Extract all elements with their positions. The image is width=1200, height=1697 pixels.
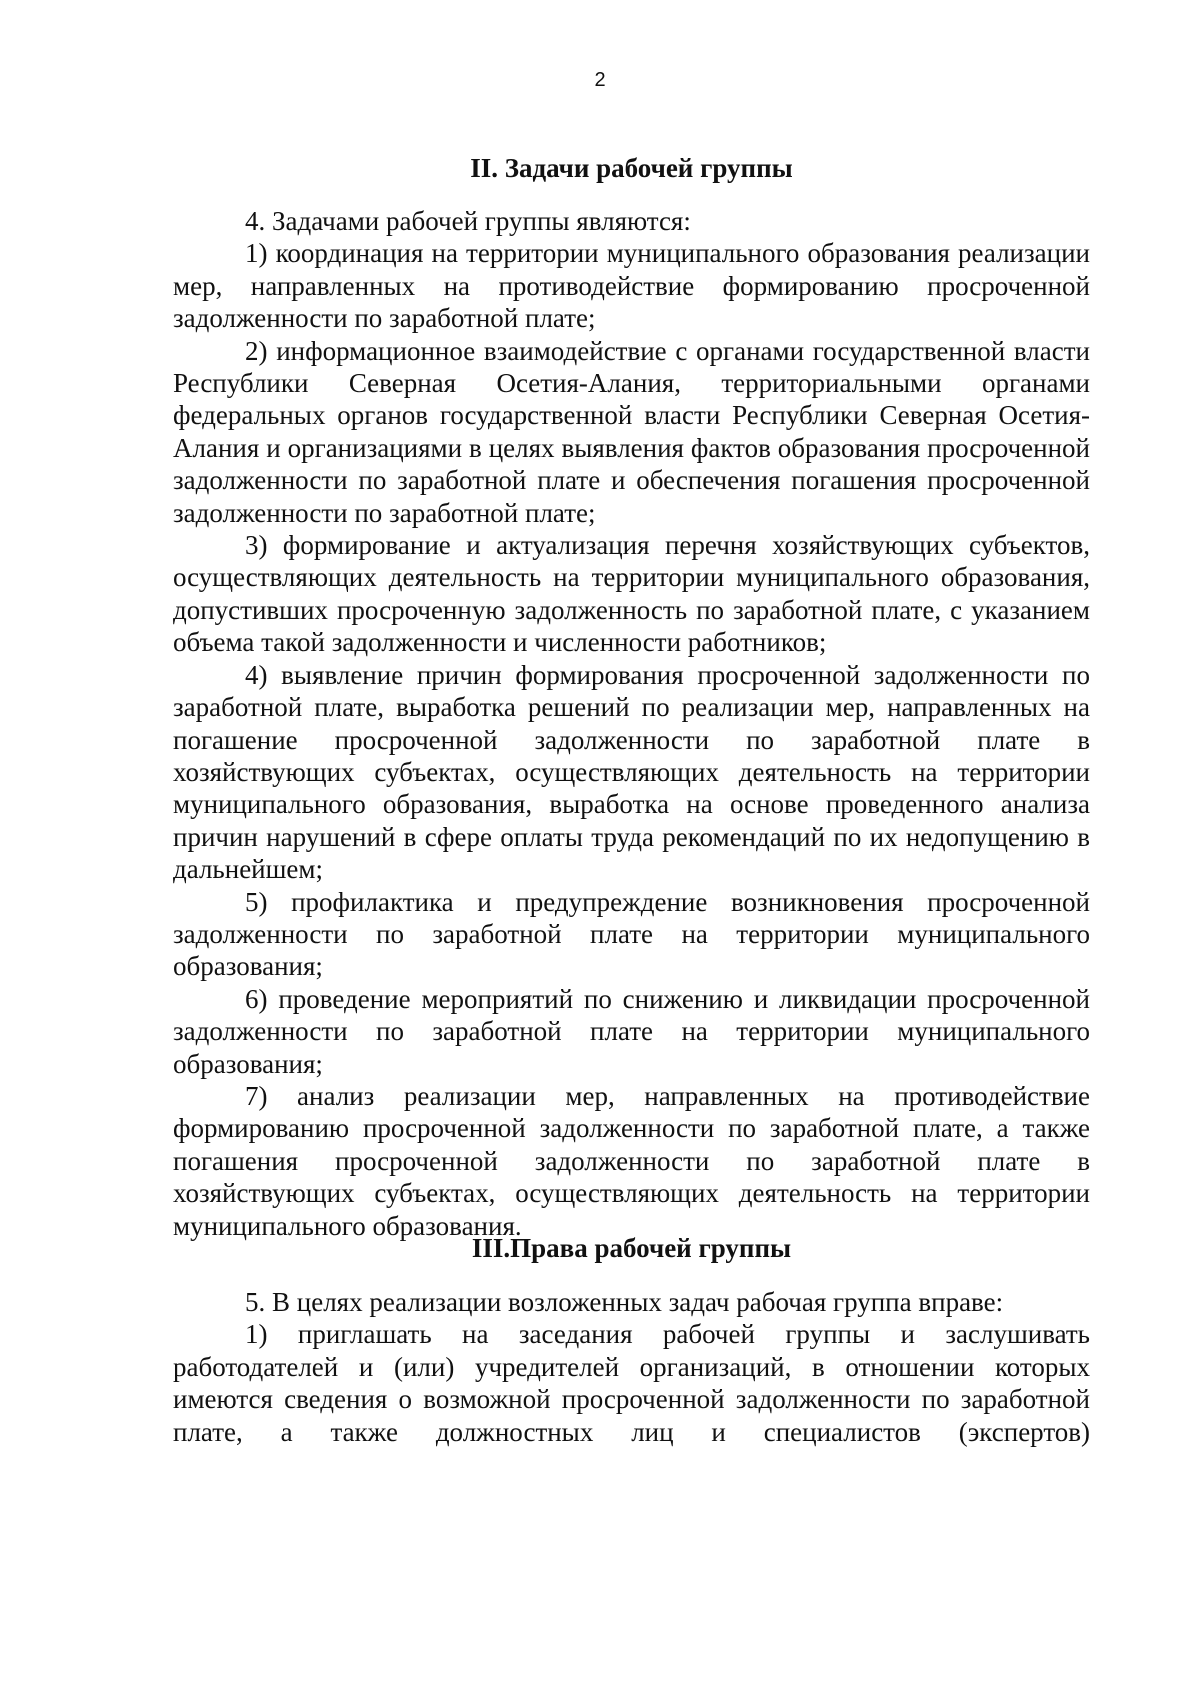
section-2-heading: II. Задачи рабочей группы xyxy=(470,153,793,183)
section-3-heading: III.Права рабочей группы xyxy=(471,1233,792,1263)
section-2-item-1: 1) координация на территории муниципального образования реализации мер, направленных на противодействие формированию просроченной задолженности по заработной плате; xyxy=(173,238,1090,334)
section-2-body xyxy=(173,205,1090,1242)
section-2-item-5: 5) профилактика и предупреждение возникновения просроченной задолженности по заработной плате на территории муниципального образования; xyxy=(173,886,1090,982)
section-2-item-6: 6) проведение мероприятий по снижению и ликвидации просроченной задолженности по заработной плате на территории муниципального образования; xyxy=(173,983,1090,1079)
section-2-item-3: 3) формирование и актуализация перечня хозяйствующих субъектов, осуществляющих деятельность на территории муниципального образования, допустивших просроченную задолженность по заработной плате, с указанием объема такой задолженности и численности работников; xyxy=(173,530,1090,658)
section-2-intro: 4. Задачами рабочей группы являются: xyxy=(245,206,691,236)
section-2-item-4: 4) выявление причин формирования просроченной задолженности по заработной плате, выработка решений по реализации мер, направленных на погашение просроченной задолженности по заработной плате в хозяйствующих субъектах, осуществляющих деятельность на территории муниципального образования, выработка на основе проведенного анализа причин нарушений в сфере оплаты труда рекомендаций по их недопущению в дальнейшем; xyxy=(173,659,1090,885)
section-2 xyxy=(173,152,1090,184)
section-2-item-2: 2) информационное взаимодействие с органами государственной власти Республики Северная Осетия-Алания, территориальными органами федеральных органов государственной власти Республики Северная Осетия-Алания и организациями в целях выявления фактов образования просроченной задолженности по заработной плате и обеспечения погашения просроченной задолженности по заработной плате; xyxy=(173,335,1090,528)
section-3-item-1: 1) приглашать на заседания рабочей группы и заслушивать работодателей и (или) учредителей организаций, в отношении которых имеются сведения о возможной просроченной задолженности по заработной плате, а также должностных лиц и специалистов (экспертов) xyxy=(173,1319,1090,1447)
section-3 xyxy=(173,1232,1090,1264)
section-2-item-7: 7) анализ реализации мер, направленных на противодействие формированию просроченной задолженности по заработной плате, а также погашения просроченной задолженности по заработной плате в хозяйствующих субъектах, осуществляющих деятельность на территории муниципального образования. xyxy=(173,1080,1090,1241)
section-3-intro: 5. В целях реализации возложенных задач рабочая группа вправе: xyxy=(245,1287,1004,1317)
page-number: 2 xyxy=(594,69,606,91)
section-3-body xyxy=(173,1286,1090,1448)
